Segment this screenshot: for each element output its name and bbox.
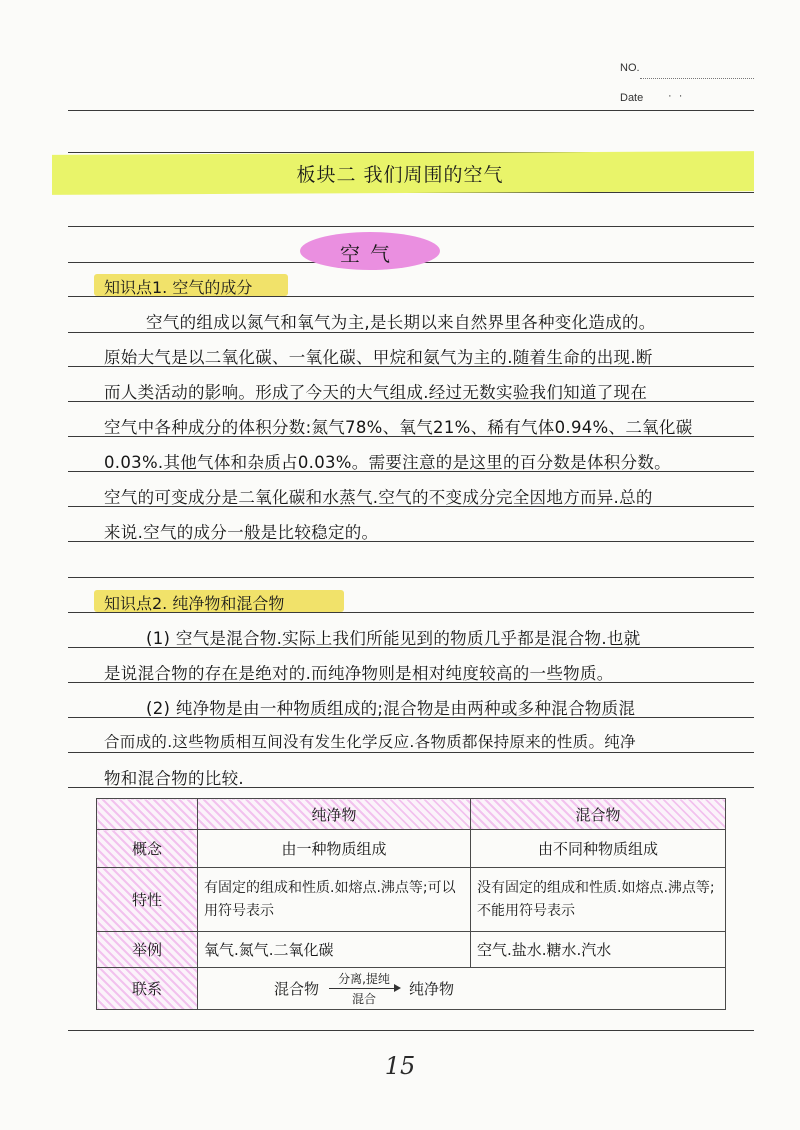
row-label: 举例 xyxy=(97,932,198,968)
relation-cell xyxy=(198,968,726,1010)
kp2-line: 是说混合物的存在是绝对的.而纯净物则是相对纯度较高的一些物质。 xyxy=(104,664,614,683)
table-row xyxy=(97,830,726,868)
arrow-bottom-label: 混合 xyxy=(352,992,377,1006)
kp1-line: 原始大气是以二氧化碳、一氧化碳、甲烷和氨气为主的.随着生命的出现.断 xyxy=(104,348,653,367)
kp2-line: 物和混合物的比较. xyxy=(104,769,244,788)
relation-diagram xyxy=(204,970,719,1007)
topic-title: 空气 xyxy=(340,242,400,266)
ruled-line xyxy=(68,110,754,111)
kp1-line: 空气的组成以氮气和氧气为主,是长期以来自然界里各种变化造成的。 xyxy=(146,313,656,332)
table-row xyxy=(97,932,726,968)
ruled-line xyxy=(68,577,754,578)
column-header-mixture: 混合物 xyxy=(471,799,726,830)
kp1-line: 0.03%.其他气体和杂质占0.03%。需要注意的是这里的百分数是体积分数。 xyxy=(104,453,671,472)
ruled-line xyxy=(68,1030,754,1031)
ruled-line xyxy=(68,226,754,227)
kp1-line: 来说.空气的成分一般是比较稳定的。 xyxy=(104,523,379,542)
kp1-line: 而人类活动的影响。形成了今天的大气组成.经过无数实验我们知道了现在 xyxy=(104,383,648,402)
comparison-table xyxy=(96,798,726,1010)
cell-mixture: 没有固定的组成和性质.如熔点.沸点等;不能用符号表示 xyxy=(471,868,726,932)
table-row xyxy=(97,868,726,932)
cell-pure: 由一种物质组成 xyxy=(198,830,471,868)
row-label: 联系 xyxy=(97,968,198,1010)
cell-pure: 氧气.氮气.二氧化碳 xyxy=(198,932,471,968)
kp1-line: 空气中各种成分的体积分数:氮气78%、氧气21%、稀有气体0.94%、二氧化碳 xyxy=(104,418,693,437)
number-label: NO. xyxy=(620,62,640,74)
ruled-line xyxy=(68,752,754,753)
section-title: 板块二 我们周围的空气 xyxy=(296,164,504,186)
page-number: 15 xyxy=(384,1052,416,1080)
kp2-line: (2) 纯净物是由一种物质组成的;混合物是由两种或多种混合物质混 xyxy=(146,699,636,718)
cell-pure: 有固定的组成和性质.如熔点.沸点等;可以用符号表示 xyxy=(198,868,471,932)
kp2-line: 合而成的.这些物质相互间没有发生化学反应.各物质都保持原来的性质。纯净 xyxy=(104,733,636,751)
row-label: 特性 xyxy=(97,868,198,932)
table-header-row xyxy=(97,799,726,830)
relation-right: 纯净物 xyxy=(409,980,455,998)
date-dots: · · xyxy=(668,90,685,102)
kp1-line: 空气的可变成分是二氧化碳和水蒸气.空气的不变成分完全因地方而异.总的 xyxy=(104,488,653,507)
row-label: 概念 xyxy=(97,830,198,868)
date-label: Date xyxy=(620,92,644,104)
relation-left: 混合物 xyxy=(274,980,320,998)
cell-mixture: 由不同种物质组成 xyxy=(471,830,726,868)
cell-mixture: 空气.盐水.糖水.汽水 xyxy=(471,932,726,968)
conversion-arrow xyxy=(329,970,399,1007)
arrow-top-label: 分离,提纯 xyxy=(338,972,390,986)
number-line xyxy=(640,78,754,79)
table-row-relation xyxy=(97,968,726,1010)
column-header-pure: 纯净物 xyxy=(198,799,471,830)
kp1-title: 知识点1. 空气的成分 xyxy=(104,278,253,297)
table-corner-cell xyxy=(97,799,198,830)
kp2-line: (1) 空气是混合物.实际上我们所能见到的物质几乎都是混合物.也就 xyxy=(146,629,641,648)
kp2-title: 知识点2. 纯净物和混合物 xyxy=(104,594,285,613)
arrow-icon xyxy=(329,988,399,989)
